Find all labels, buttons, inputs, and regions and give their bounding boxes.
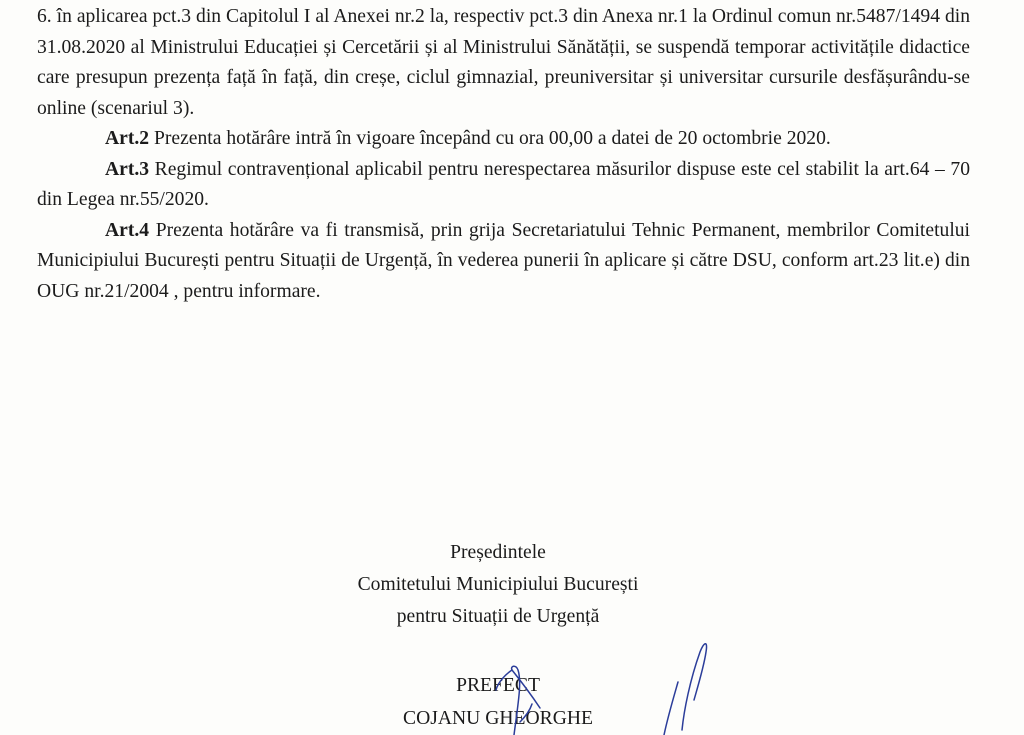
article-text: Prezenta hotărâre intră în vigoare începând cu ora 00,00 a datei de 20 octombrie 2020.	[149, 128, 831, 149]
signature-stroke	[512, 666, 540, 735]
article-text: Prezenta hotărâre va fi transmisă, prin grija Secretariatului Tehnic Permanent, membrilor Comitetului Municipiului București pentru Situații de Urgență, în vederea punerii în aplicare și către DSU, conform art.23 lit.e) din OUG nr.21/2004 , pentru informare.	[37, 219, 970, 302]
article-text: Regimul contravențional aplicabil pentru nerespectarea măsurilor dispuse este cel stabilit la art.64 – 70 din Legea nr.55/2020.	[37, 158, 970, 210]
signature-stroke	[520, 704, 532, 722]
signature-stroke	[664, 682, 678, 735]
paragraph-point-6	[37, 2, 970, 124]
article-4	[37, 216, 970, 308]
signatory-title: Președintele	[450, 542, 546, 563]
article-label: Art.2	[105, 128, 150, 149]
handwritten-signature-icon	[468, 630, 728, 735]
article-label: Art.4	[105, 219, 150, 241]
article-2	[37, 124, 970, 155]
signatory-committee: Comitetului Municipiului București	[357, 574, 639, 595]
paragraph-text: 6. în aplicarea pct.3 din Capitolul I al Anexei nr.2 la, respectiv pct.3 din Anexa nr.1 la Ordinul comun nr.5487/1494 din 31.08.2020 al Ministrului Educației și Cercetării și al Ministrului Sănătății, se suspendă temporar activitățile didactice care presupun prezența față în față, din creșe, ciclul gimnazial, preuniversitar și universitar cursurile desfășurându-se online (scenariul 3).	[37, 6, 970, 119]
article-label: Art.3	[105, 158, 150, 180]
signature-stroke	[496, 670, 512, 690]
signatory-role: PREFECT	[456, 675, 540, 696]
signatory-name: COJANU GHEORGHE	[403, 708, 593, 729]
signature-stroke	[682, 644, 707, 730]
document-body	[37, 2, 970, 307]
signatory-committee-purpose: pentru Situații de Urgență	[396, 606, 600, 627]
article-3	[37, 155, 970, 216]
